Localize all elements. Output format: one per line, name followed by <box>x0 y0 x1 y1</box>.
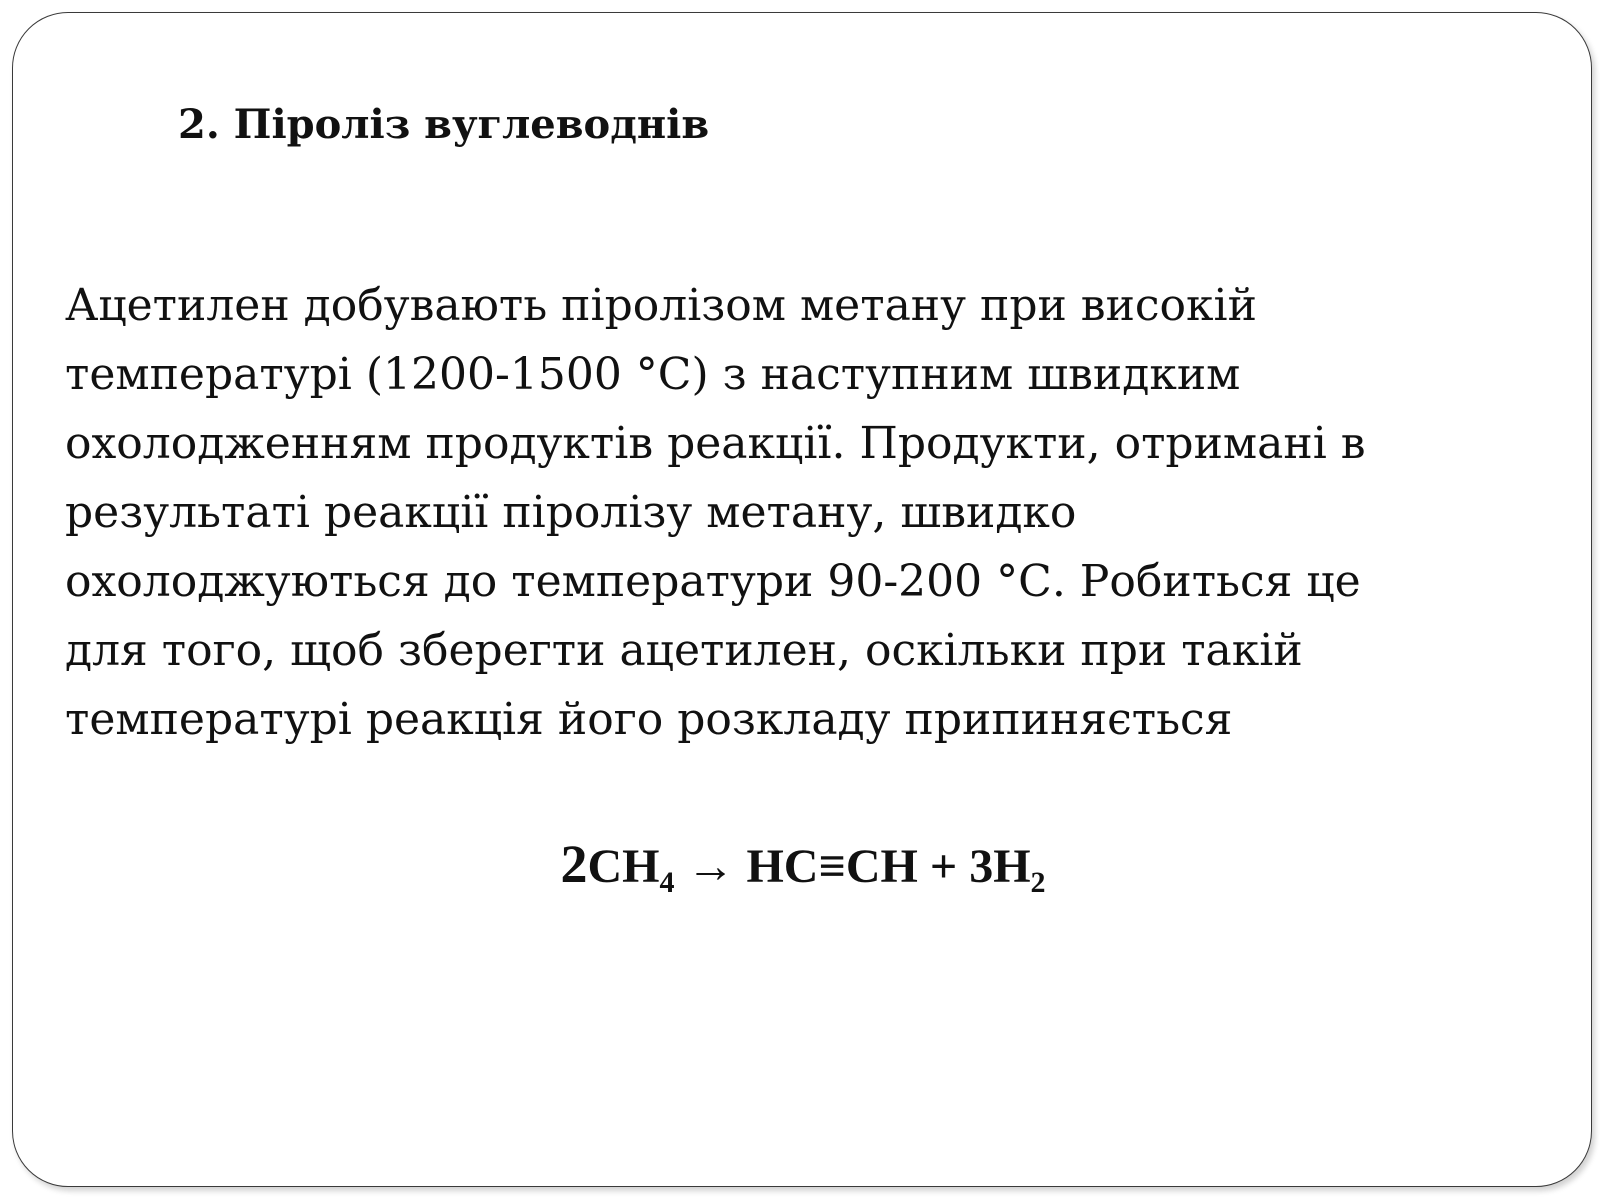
reaction-arrow: → <box>686 840 735 893</box>
reactant-coefficient: 2 <box>560 834 588 894</box>
body-line: температурі реакція його розкладу припиняється <box>65 694 1233 745</box>
body-line: охолоджуються до температури 90-200 °С. Робиться це <box>65 556 1361 607</box>
body-line: результаті реакції піролізу метану, швидко <box>65 487 1077 538</box>
slide-frame <box>12 12 1592 1187</box>
reaction-equation <box>13 833 1593 899</box>
body-line: Ацетилен добувають піролізом метану при високій <box>65 280 1257 331</box>
reactant-formula: CH <box>587 840 660 893</box>
slide-title: 2. Піроліз вуглеводнів <box>178 101 710 148</box>
product-hydrogen: 3H <box>969 840 1031 893</box>
plus-sign: + <box>929 840 958 893</box>
body-paragraph <box>65 271 1545 754</box>
body-line: для того, щоб зберегти ацетилен, оскільки при такій <box>65 625 1303 676</box>
body-line: температурі (1200-1500 °С) з наступним швидким <box>65 349 1241 400</box>
hydrogen-subscript: 2 <box>1030 866 1046 899</box>
body-line: охолодженням продуктів реакції. Продукти, отримані в <box>65 418 1366 469</box>
reactant-subscript: 4 <box>659 866 675 899</box>
product-acetylene: HC≡CH <box>746 840 918 893</box>
